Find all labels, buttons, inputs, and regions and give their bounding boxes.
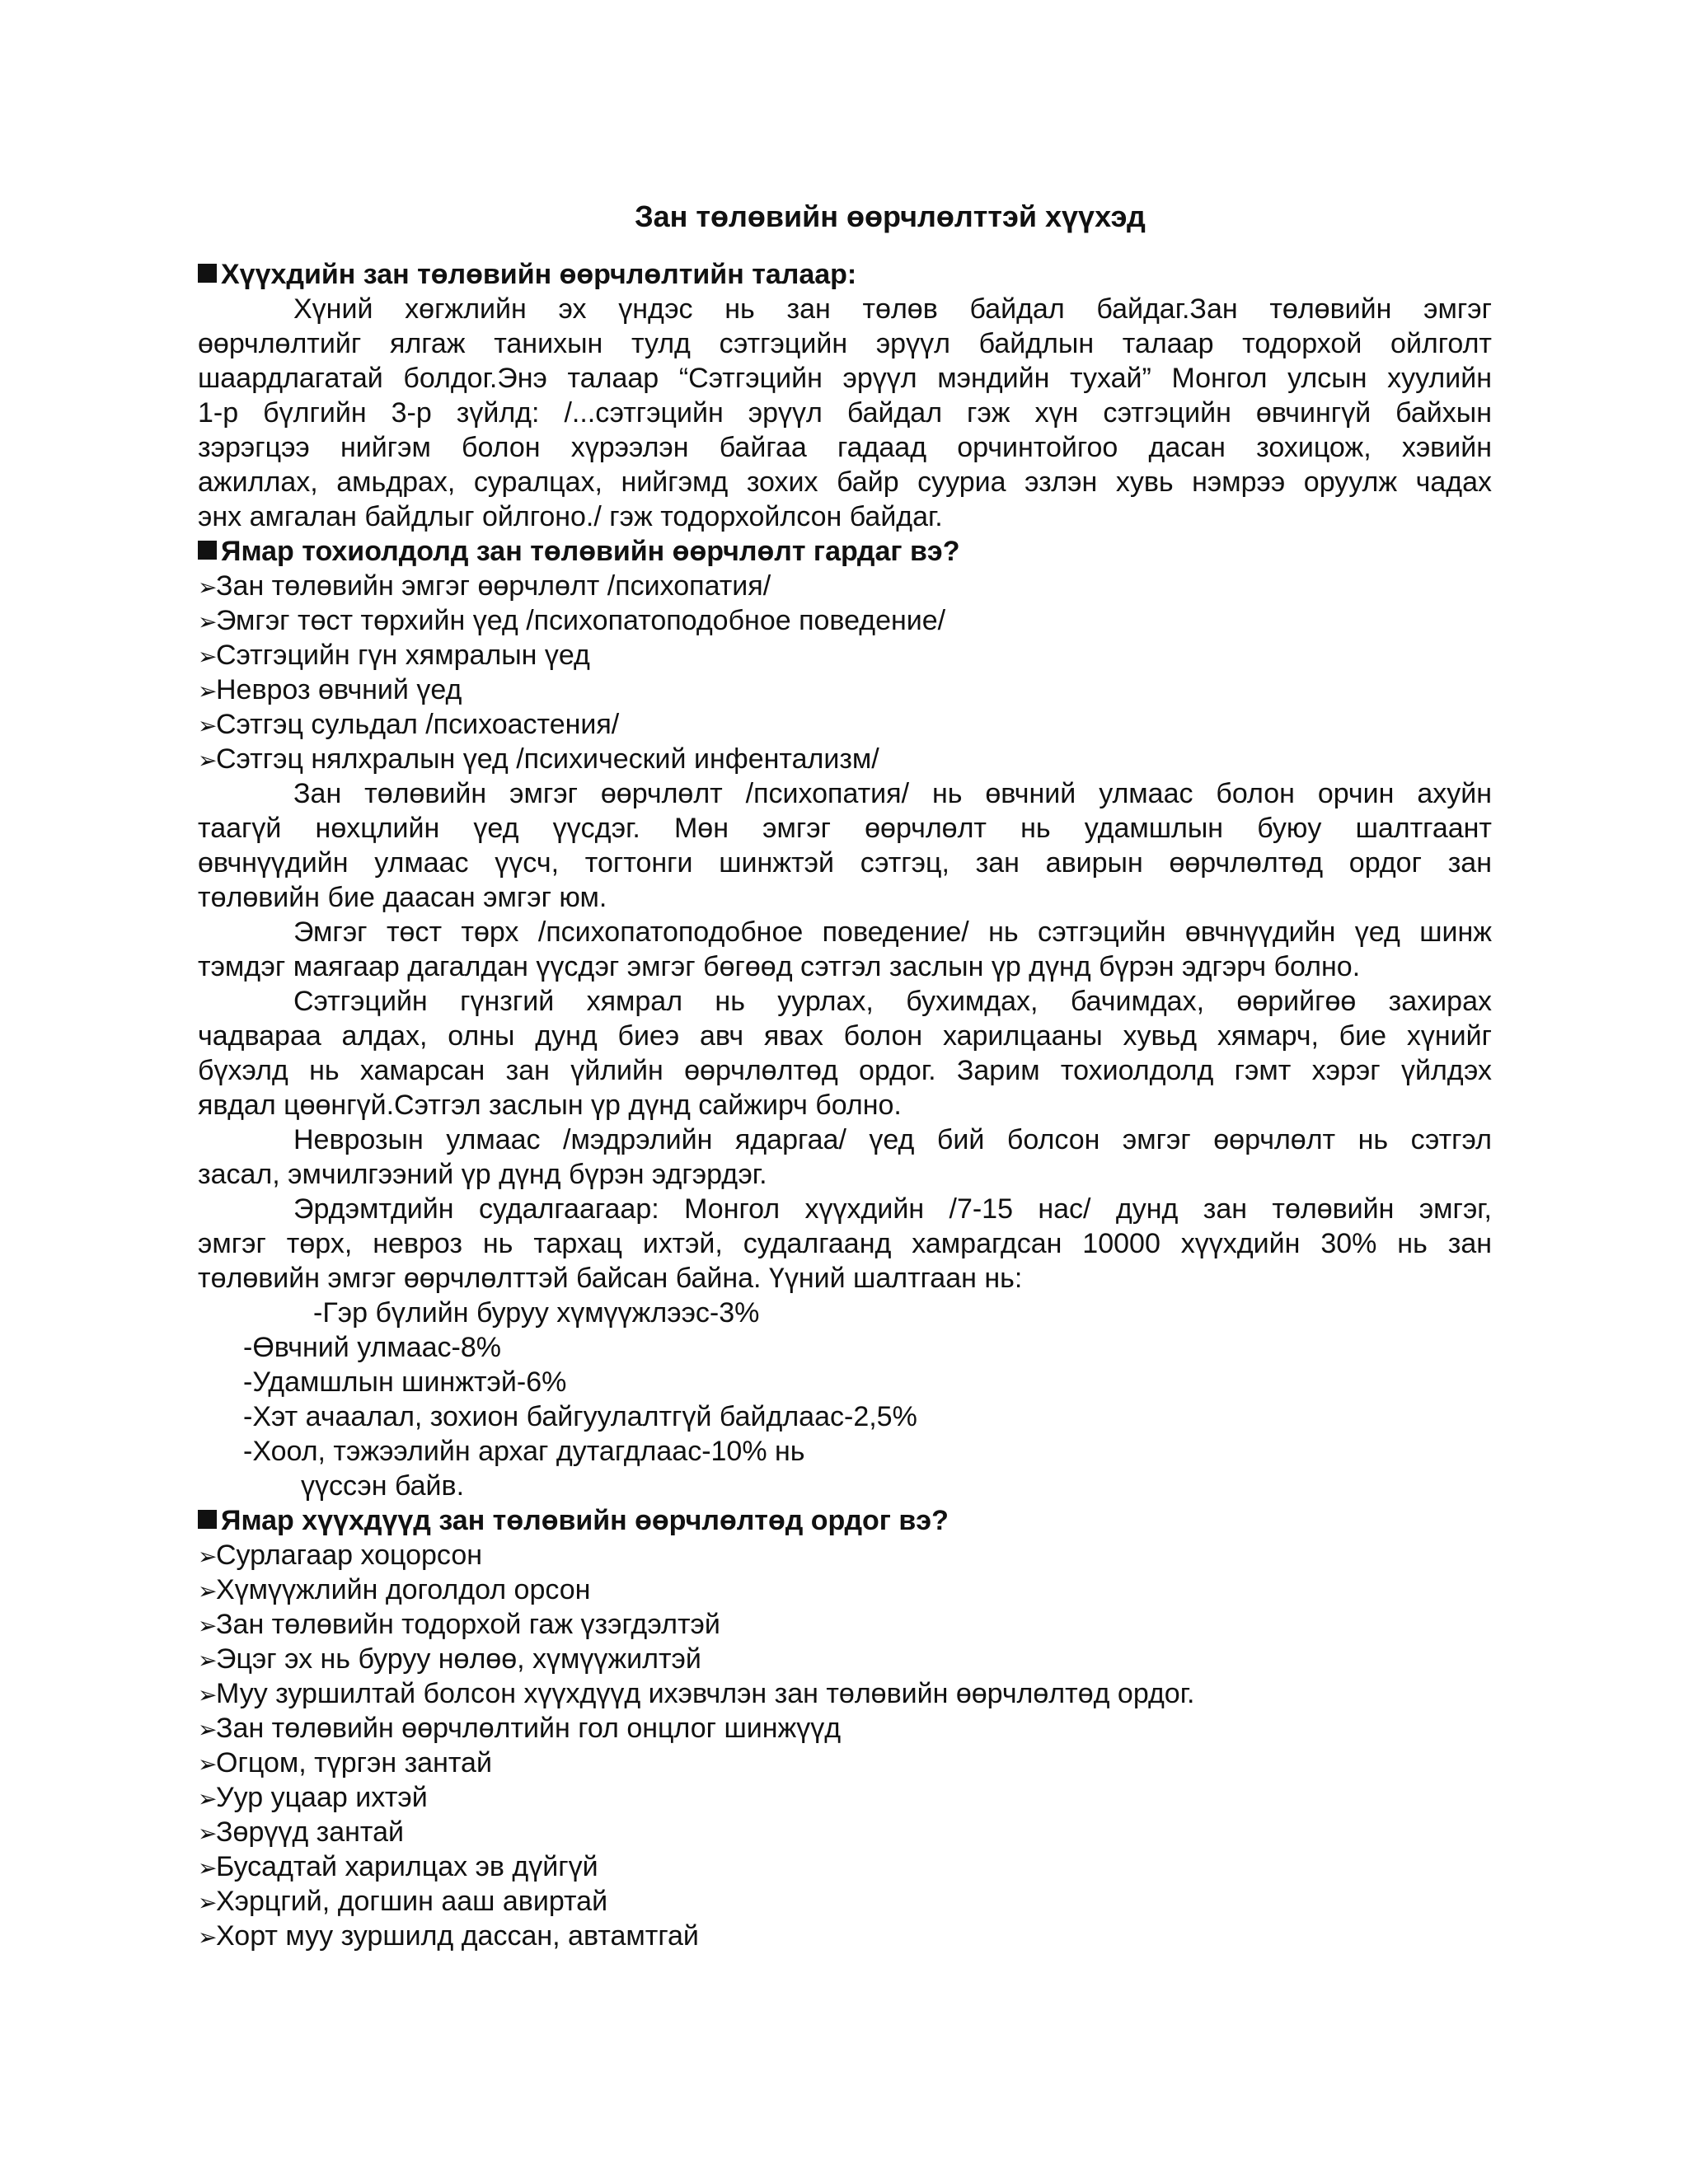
paragraph-line: өвчнүүдийн улмаас үүсч, тогтонги шинжтэй сэтгэц, зан авирын өөрчлөлтөд ордог зан [198, 847, 1492, 879]
arrow-bullet-icon: ➢ [198, 1890, 218, 1915]
paragraph-line: төлөвийн бие даасан эмгэг юм. [198, 882, 607, 913]
paragraph-line: Эмгэг төст төрх /психопатоподобное поведение/ нь сэтгэцийн өвчнүүдийн үед шинж [293, 916, 1492, 948]
arrow-bullet-icon: ➢ [198, 713, 218, 738]
paragraph-line: зэрэгцээ нийгэм болон хүрээлэн байгаа гадаад орчинтойгоо дасан зохицож, хэвийн [198, 432, 1492, 463]
paragraph-line: бүхэлд нь хамарсан зан үйлийн өөрчлөлтөд ордог. Зарим тохиолдолд гэмт хэрэг үйлдэх [198, 1055, 1492, 1086]
cause-end: үүссэн байв. [301, 1470, 465, 1502]
paragraph-line: өөрчлөлтийг ялгаж танихын тулд сэтгэцийн эрүүл байдлын талаар тодорхой ойлголт [198, 328, 1492, 359]
paragraph-line: таагүй нөхцлийн үед үүсдэг. Мөн эмгэг өөрчлөлт нь удамшлын буюу шалтгаант [198, 813, 1492, 844]
list-item: ➢Хорт муу зуршилд дассан, автамтгай [198, 1919, 1492, 1953]
list-item: ➢Хэрцгий, догшин ааш авиртай [198, 1884, 1492, 1919]
arrow-bullet-icon: ➢ [198, 1578, 218, 1604]
paragraph-line: Эрдэмтдийн судалгаагаар: Монгол хүүхдийн /7-15 нас/ дунд зан төлөвийн эмгэг, [293, 1193, 1492, 1225]
cause-item: -Өвчний улмаас-8% [243, 1332, 501, 1363]
list-item: ➢Сэтгэц сульдал /психоастения/ [198, 707, 1492, 742]
list-item: ➢Зан төлөвийн тодорхой гаж үзэгдэлтэй [198, 1607, 1492, 1642]
arrow-bullet-icon: ➢ [198, 1717, 218, 1742]
list-item: ➢Хүмүүжлийн доголдол орсон [198, 1572, 1492, 1607]
list-item: ➢Сурлагаар хоцорсон [198, 1538, 1492, 1572]
section-heading: Хүүхдийн зан төлөвийн өөрчлөлтийн талаар: [198, 257, 1492, 292]
list-item: ➢Уур уцаар ихтэй [198, 1780, 1492, 1815]
arrow-bullet-icon: ➢ [198, 1855, 218, 1881]
paragraph-line: тэмдэг маягаар дагалдан үүсдэг эмгэг бөгөөд сэтгэл заслын үр дүнд бүрэн эдгэрч болно. [198, 951, 1361, 982]
paragraph-line: засал, эмчилгээний үр дүнд бүрэн эдгэрдэг. [198, 1159, 767, 1190]
paragraph-line: Сэтгэцийн гүнзгий хямрал нь уурлах, бухимдах, бачимдах, өөрийгөө захирах [293, 986, 1492, 1017]
cause-item: -Хэт ачаалал, зохион байгуулалтгүй байдлаас-2,5% [243, 1401, 917, 1432]
cause-item: -Удамшлын шинжтэй-6% [243, 1366, 567, 1398]
list-item: ➢Сэтгэц нялхралын үед /психический инфентализм/ [198, 742, 1492, 776]
arrow-bullet-icon: ➢ [198, 1751, 218, 1777]
list-item: ➢Эцэг эх нь буруу нөлөө, хүмүүжилтэй [198, 1642, 1492, 1676]
square-bullet-icon [198, 264, 217, 283]
list-item: ➢Бусадтай харилцах эв дүйгүй [198, 1849, 1492, 1884]
paragraph-line: энх амгалан байдлыг ойлгоно./ гэж тодорхойлсон байдаг. [198, 501, 943, 532]
square-bullet-icon [198, 1510, 217, 1529]
paragraph-line: 1-р бүлгийн 3-р зүйлд: /...сэтгэцийн эрүүл байдал гэж хүн сэтгэцийн өвчингүй байхын [198, 397, 1492, 429]
list-item: ➢Огцом, түргэн зантай [198, 1746, 1492, 1780]
paragraph-line: явдал цөөнгүй.Сэтгэл заслын үр дүнд сайжирч болно. [198, 1090, 902, 1121]
arrow-bullet-icon: ➢ [198, 1647, 218, 1673]
arrow-bullet-icon: ➢ [198, 1613, 218, 1638]
arrow-bullet-icon: ➢ [198, 574, 218, 600]
arrow-bullet-icon: ➢ [198, 748, 218, 773]
arrow-bullet-icon: ➢ [198, 1544, 218, 1569]
arrow-bullet-icon: ➢ [198, 644, 218, 669]
list-item: ➢Сэтгэцийн гүн хямралын үед [198, 638, 1492, 673]
arrow-bullet-icon: ➢ [198, 1924, 218, 1950]
document-body [198, 257, 1492, 1953]
arrow-bullet-icon: ➢ [198, 1682, 218, 1708]
list-item: ➢Муу зуршилтай болсон хүүхдүүд ихэвчлэн зан төлөвийн өөрчлөлтөд ордог. [198, 1676, 1492, 1711]
paragraph-line: төлөвийн эмгэг өөрчлөлттэй байсан байна. Үүний шалтгаан нь: [198, 1263, 1023, 1294]
section-heading: Ямар тохиолдолд зан төлөвийн өөрчлөлт гардаг вэ? [198, 534, 1492, 569]
list-item: ➢Зан төлөвийн өөрчлөлтийн гол онцлог шинжүүд [198, 1711, 1492, 1746]
paragraph-line: ажиллах, амьдрах, суралцах, нийгэмд зохих байр сууриа эзлэн хувь нэмрээ оруулж чадах [198, 466, 1492, 498]
section-heading: Ямар хүүхдүүд зан төлөвийн өөрчлөлтөд ордог вэ? [198, 1503, 1492, 1538]
arrow-bullet-icon: ➢ [198, 609, 218, 635]
list-item: ➢Зөрүүд зантай [198, 1815, 1492, 1849]
paragraph-line: Зан төлөвийн эмгэг өөрчлөлт /психопатия/ нь өвчний улмаас болон орчин ахуйн [293, 778, 1492, 809]
paragraph-line: чадвараа алдах, олны дунд биеэ авч явах болон харилцааны хувьд хямарч, бие хүнийг [198, 1020, 1492, 1052]
arrow-bullet-icon: ➢ [198, 1821, 218, 1846]
paragraph-line: Неврозын улмаас /мэдрэлийн ядаргаа/ үед бий болсон эмгэг өөрчлөлт нь сэтгэл [293, 1124, 1492, 1155]
cause-item: -Хоол, тэжээлийн архаг дутагдлаас-10% нь [243, 1436, 805, 1467]
list-item: ➢Зан төлөвийн эмгэг өөрчлөлт /психопатия/ [198, 569, 1492, 603]
arrow-bullet-icon: ➢ [198, 678, 218, 704]
arrow-bullet-icon: ➢ [198, 1786, 218, 1811]
paragraph-line: эмгэг төрх, невроз нь тархац ихтэй, судалгаанд хамрагдсан 10000 хүүхдийн 30% нь зан [198, 1228, 1492, 1259]
square-bullet-icon [198, 541, 217, 560]
list-item: ➢Невроз өвчний үед [198, 673, 1492, 707]
cause-item: -Гэр бүлийн буруу хүмүүжлээс-3% [313, 1297, 760, 1329]
page-title: Зан төлөвийн өөрчлөлттэй хүүхэд [635, 199, 1146, 233]
paragraph-line: Хүний хөгжлийн эх үндэс нь зан төлөв байдал байдаг.Зан төлөвийн эмгэг [293, 293, 1492, 325]
paragraph-line: шаардлагатай болдог.Энэ талаар “Сэтгэцийн эрүүл мэндийн тухай” Монгол улсын хуулийн [198, 363, 1492, 394]
list-item: ➢Эмгэг төст төрхийн үед /психопатоподобное поведение/ [198, 603, 1492, 638]
